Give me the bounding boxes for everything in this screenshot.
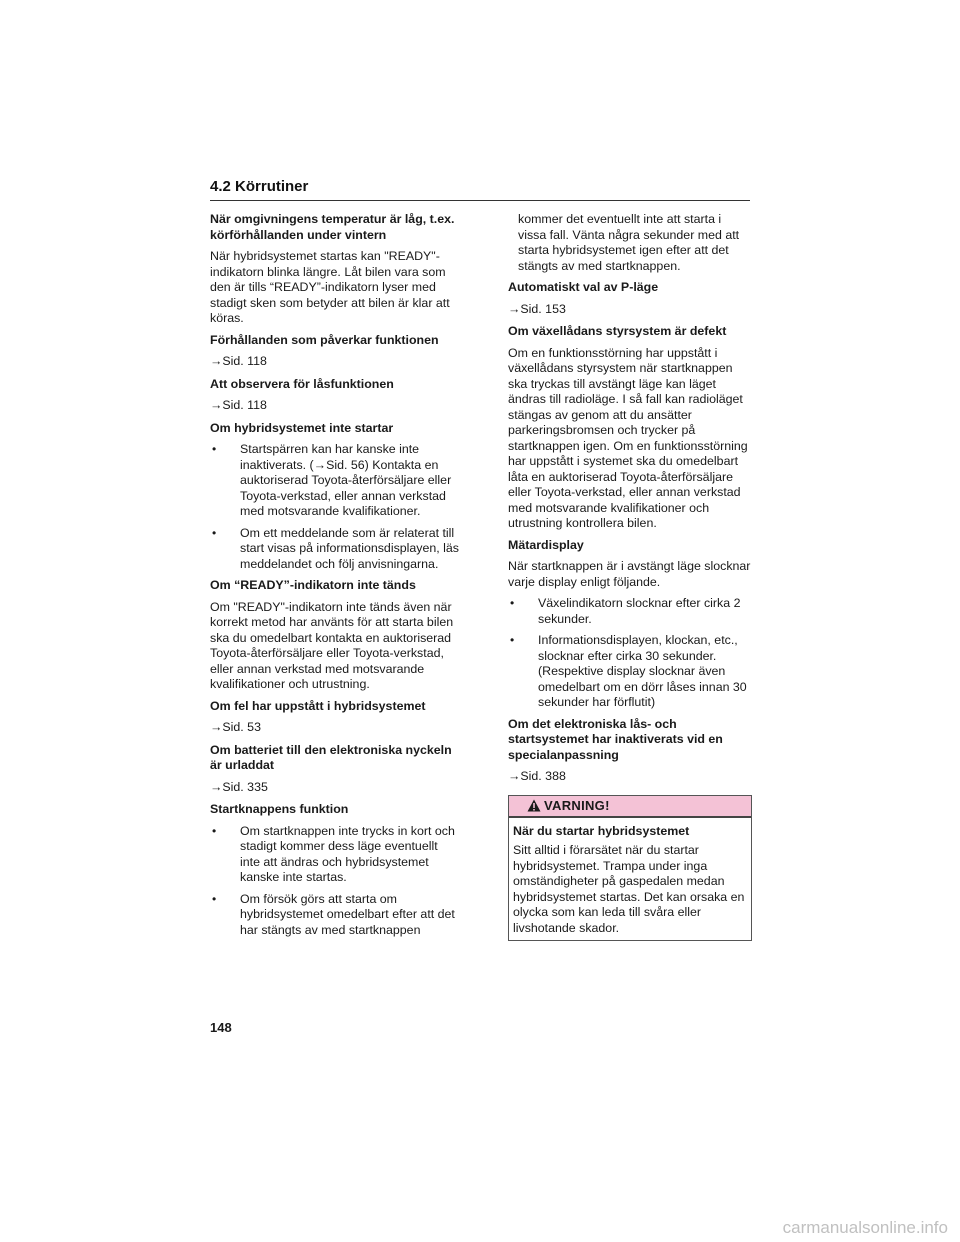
list-item: • Om startknappen inte trycks in kort och stadigt kommer dess läge eventuellt inte att ändras och hybridsystemet kanske inte startas. — [210, 824, 460, 886]
heading-no-start: Om hybridsystemet inte startar — [210, 420, 394, 435]
warning-title: VARNING! — [544, 798, 610, 813]
section-title: 4.2 Körrutiner — [210, 178, 309, 195]
heading-start-button: Startknappens funktion — [210, 802, 349, 816]
ref-conditions: →Sid. 118 — [210, 354, 267, 368]
warning-box — [508, 795, 752, 942]
heading-auto-p: Automatiskt val av P-läge — [508, 280, 659, 294]
heading-transmission-defect: Om växellådans styrsystem är defekt — [508, 324, 727, 338]
warning-heading: När du startar hybridsystemet — [513, 823, 690, 838]
left-column — [210, 212, 460, 944]
list-item: • Startspärren kan har kanske inte inaktiverats. (→Sid. 56) Kontakta en auktoriserad Toyota-återförsäljare eller Toyota-verkstad, eller annan verkstad med motsvarande kvalifikationer. — [210, 442, 460, 520]
list-item: • Om ett meddelande som är relaterat till start visas på informationsdisplayen, läs meddelandet och följ anvisningarna. — [210, 526, 460, 573]
text-transmission-defect: Om en funktionsstörning har uppstått i växellådans styrsystem när startknappen ska tryckas till avstängt läge kan läget ändras till radioläge. I så fall kan radioläget stängas av genom att du ansätter parkeringsbromsen och trycker på startknappen igen. Om en funktionsstörning har uppstått i systemet ska du omedelbart låta en auktoriserad Toyota-återförsäljare eller Toyota-verkstad, eller annan verkstad med motsvarande kvalifikationer och utrustning kontrollera bilen. — [508, 345, 748, 530]
list-item: • Informationsdisplayen, klockan, etc., slocknar efter cirka 30 sekunder. (Respektive display slocknar även omedelbart om en dörr låses innan 30 sekunder har förflutit) — [508, 633, 752, 711]
ref-key-battery: →Sid. 335 — [210, 779, 268, 794]
ref-smart-key-disabled: →Sid. 388 — [508, 769, 566, 783]
heading-lock-function: Att observera för låsfunktionen — [210, 376, 394, 391]
warning-text: Sitt alltid i förarsätet när du startar hybridsystemet. Trampa under inga omständigheter på gaspedalen medan hybridsystemet startas. Det kan orsaka en olycka som kan leda till svåra eller livshotande skador. — [513, 843, 745, 935]
heading-key-battery: Om batteriet till den elektroniska nyckeln är urladdat — [210, 742, 452, 772]
heading-conditions: Förhållanden som påverkar funktionen — [210, 332, 439, 347]
heading-meter-display: Mätardisplay — [508, 537, 584, 552]
text-ready-indicator: Om "READY"-indikatorn inte tänds även när korrekt metod har använts för att starta bilen ska du omedelbart kontakta en auktoriserad Toyota-återförsäljare eller Toyota-verkstad, eller annan verkstad med motsvarande kvalifikationer och utrustning. — [210, 599, 454, 691]
list-item: • Om försök görs att starta om hybridsystemet omedelbart efter att det har stängts av med startknappen — [210, 892, 460, 939]
heading-hybrid-fault: Om fel har uppstått i hybridsystemet — [210, 698, 426, 713]
watermark: carmanualsonline.info — [782, 1218, 948, 1237]
heading-smart-key-disabled: Om det elektroniska lås- och startsystemet har inaktiverats vid en specialanpassning — [508, 716, 723, 762]
ref-hybrid-fault: →Sid. 53 — [210, 720, 261, 734]
heading-low-temperature: När omgivningens temperatur är låg, t.ex. körförhållanden under vintern — [210, 212, 455, 242]
list-start-button — [210, 824, 460, 939]
right-column — [508, 212, 752, 941]
list-item: • Växelindikatorn slocknar efter cirka 2 sekunder. — [508, 596, 752, 627]
text-meter-display: När startknappen är i avstängt läge slocknar varje display enligt följande. — [508, 559, 751, 589]
list-no-start — [210, 442, 460, 572]
warning-triangle-icon — [527, 799, 541, 812]
page-number: 148 — [210, 1020, 232, 1035]
warning-body — [509, 818, 751, 941]
ref-auto-p: →Sid. 153 — [508, 301, 566, 316]
list-meter-display — [508, 596, 752, 711]
heading-ready-indicator: Om “READY”-indikatorn inte tänds — [210, 578, 416, 592]
section-header — [210, 178, 750, 201]
warning-header — [509, 796, 751, 818]
text-continued: kommer det eventuellt inte att starta i vissa fall. Vänta några sekunder med att starta hybridsystemet igen efter att det stängts av med startknappen. — [518, 212, 740, 273]
ref-lock-function: →Sid. 118 — [210, 398, 267, 412]
text-low-temperature: När hybridsystemet startas kan "READY"-indikatorn blinka längre. Låt bilen vara som den är tills “READY”-indikatorn lyser med stadigt sken som betyder att bilen är klar att köras. — [210, 249, 450, 325]
